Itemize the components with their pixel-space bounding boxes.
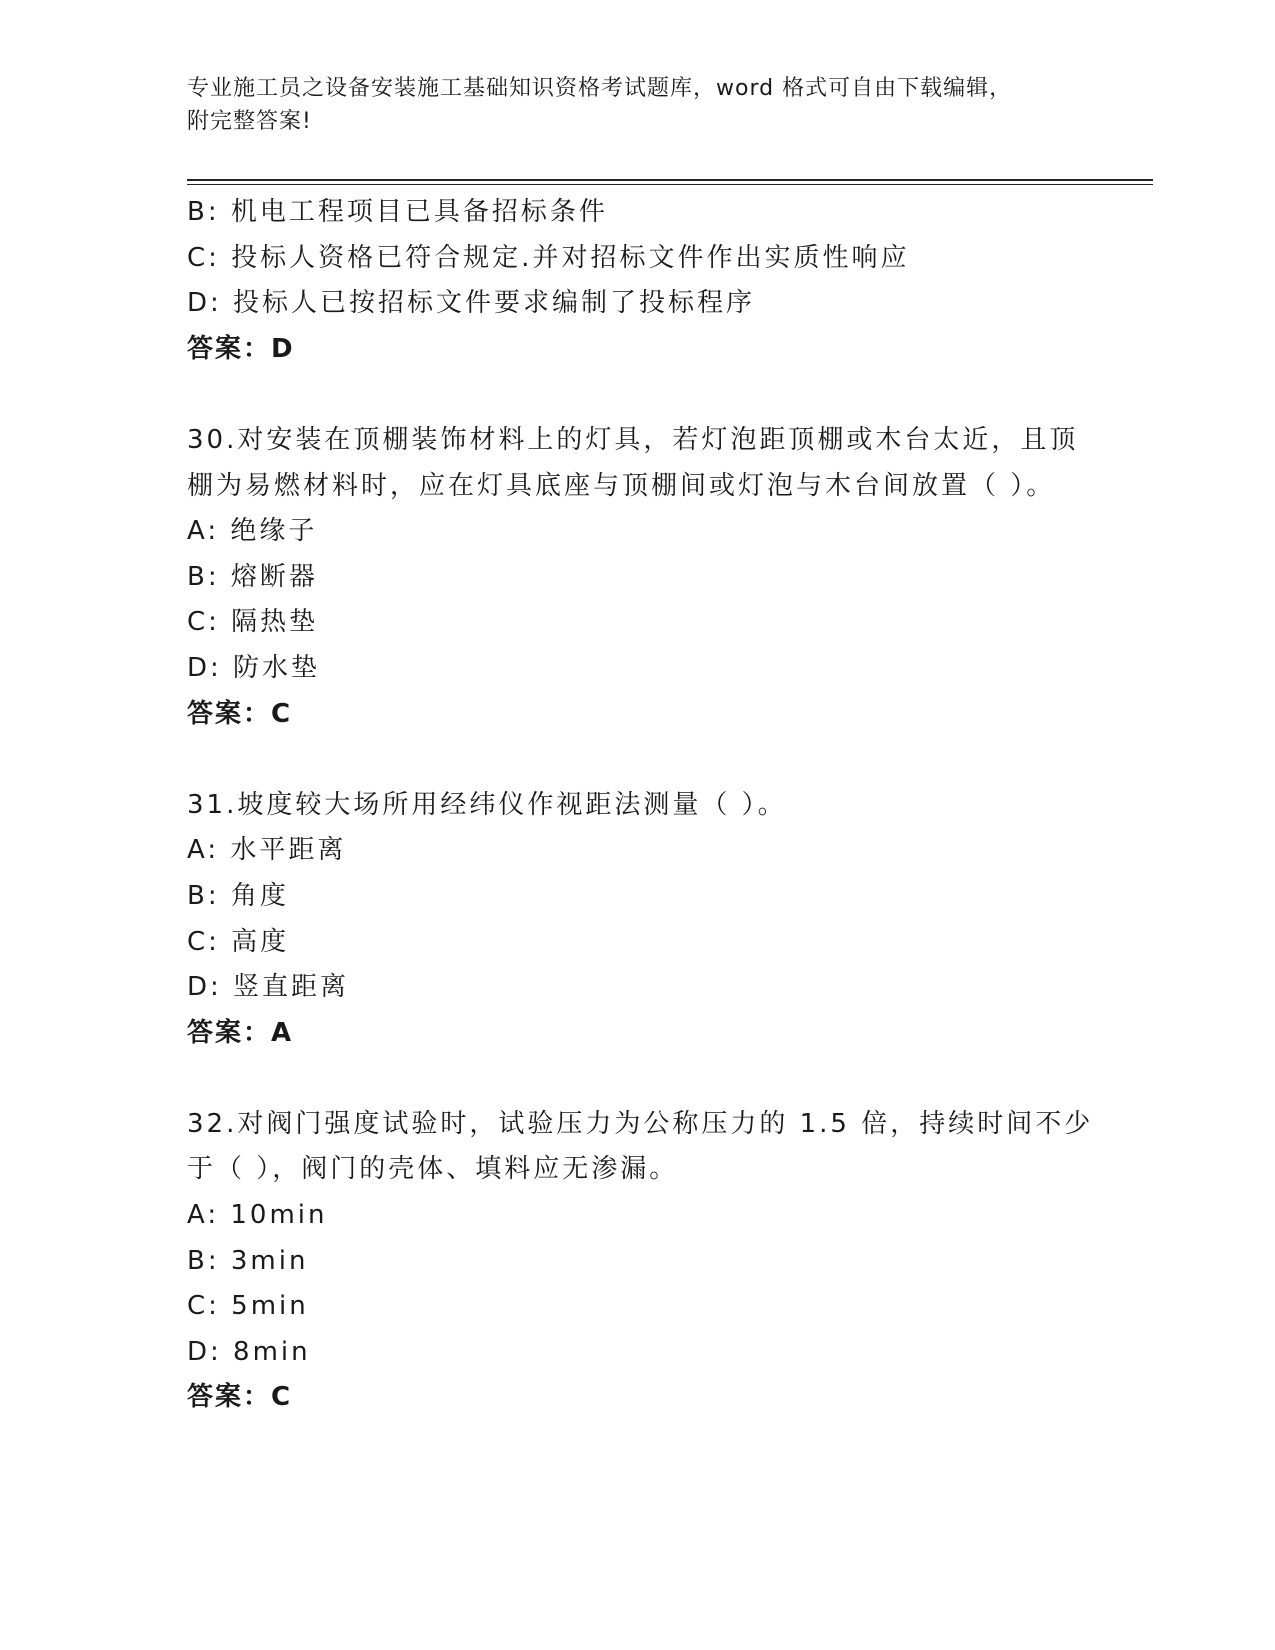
option-c: C: 高度 [187, 926, 290, 957]
answer-line: 答案：C [187, 698, 293, 729]
header-divider [187, 179, 1153, 185]
option-c: C: 隔热垫 [187, 607, 319, 638]
answer-line: 答案：D [187, 333, 295, 364]
option-a: A: 水平距离 [187, 835, 347, 866]
document-header [187, 72, 1067, 138]
option-c: C: 投标人资格已符合规定.并对招标文件作出实质性响应 [187, 242, 910, 273]
question-list [187, 190, 1094, 1421]
question-stem-line: 31.坡度较大场所用经纬仪作视距法测量（ ）。 [187, 789, 787, 820]
header-line-1: 专业施工员之设备安装施工基础知识资格考试题库，word 格式可自由下载编辑， [187, 76, 1013, 101]
question-block-32 [187, 1102, 1094, 1421]
question-stem-line: 30.对安装在顶棚装饰材料上的灯具，若灯泡距顶棚或木台太近，且顶 [187, 424, 1079, 455]
option-d: D: 投标人已按招标文件要求编制了投标程序 [187, 288, 756, 319]
question-stem-line: 于（ ），阀门的壳体、填料应无渗漏。 [187, 1154, 679, 1185]
answer-line: 答案：C [187, 1382, 293, 1413]
option-a: A: 10min [187, 1200, 328, 1231]
question-block-31 [187, 783, 1087, 1057]
option-c: C: 5min [187, 1291, 309, 1322]
question-stem-line: 32.对阀门强度试验时，试验压力为公称压力的 1.5 倍，持续时间不少 [187, 1108, 1094, 1139]
question-block-30 [187, 418, 1087, 737]
option-b: B: 角度 [187, 880, 289, 911]
option-d: D: 防水垫 [187, 652, 321, 683]
spacer [187, 372, 1087, 418]
question-block-previous [187, 190, 1087, 372]
spacer [187, 1056, 1087, 1102]
option-b: B: 3min [187, 1245, 309, 1276]
option-b: B: 机电工程项目已具备招标条件 [187, 197, 608, 227]
option-b: B: 熔断器 [187, 561, 318, 592]
option-d: D: 8min [187, 1336, 311, 1367]
spacer [187, 737, 1087, 783]
answer-line: 答案：A [187, 1017, 294, 1048]
option-d: D: 竖直距离 [187, 972, 350, 1003]
question-stem-line: 棚为易燃材料时，应在灯具底座与顶棚间或灯泡与木台间放置（ ）。 [187, 470, 1056, 501]
header-line-2: 附完整答案! [187, 109, 312, 134]
option-a: A: 绝缘子 [187, 516, 318, 547]
